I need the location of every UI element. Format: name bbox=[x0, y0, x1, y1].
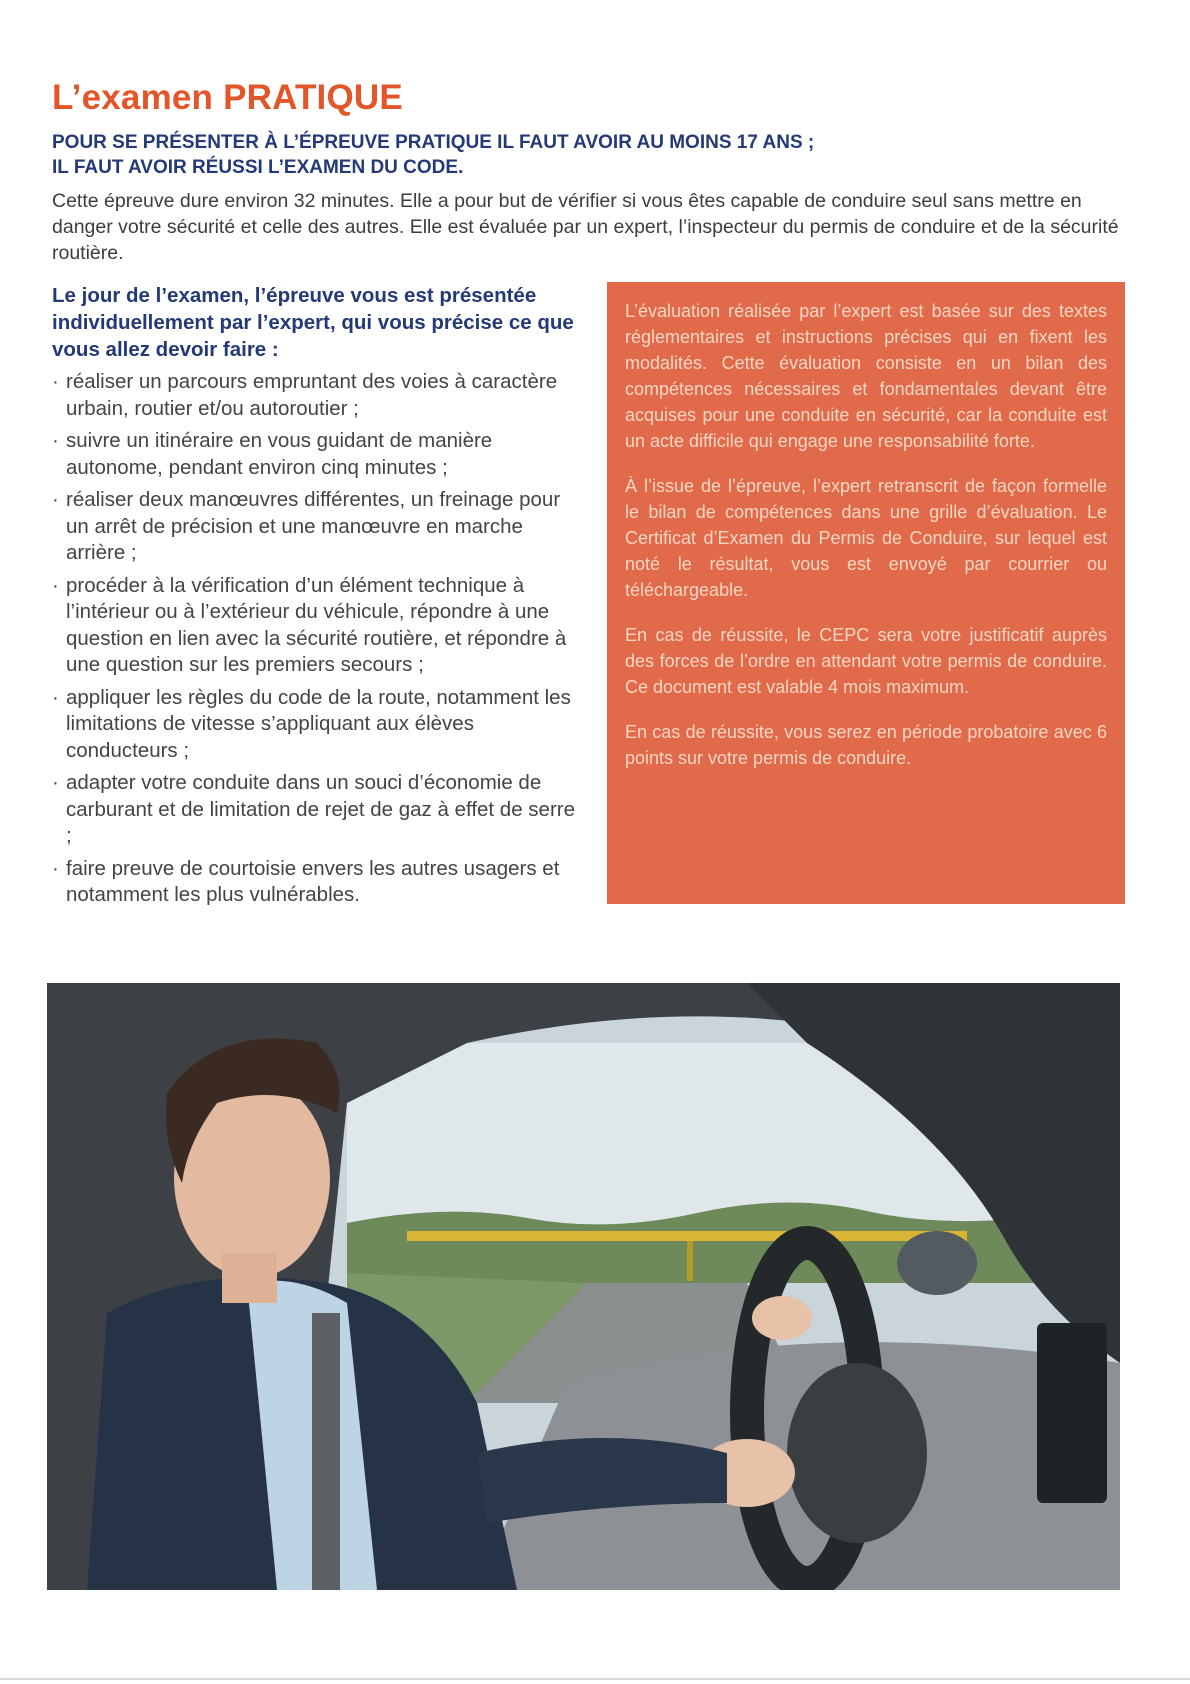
list-item bbox=[52, 685, 582, 765]
list-item bbox=[52, 573, 582, 679]
list-item-text: adapter votre conduite dans un souci d’économie de carburant et de limitation de rejet de gaz à effet de serre ; bbox=[66, 771, 576, 847]
requirements-heading bbox=[52, 130, 1142, 180]
list-item bbox=[52, 770, 582, 850]
list-item-text: réaliser deux manœuvres différentes, un freinage pour un arrêt de précision et une manœuvre en marche arrière ; bbox=[66, 488, 561, 564]
bullet-marker: · bbox=[52, 856, 59, 880]
list-item bbox=[52, 369, 582, 422]
bullet-marker: · bbox=[52, 573, 59, 597]
list-item-text: faire preuve de courtoisie envers les autres usagers et notamment les plus vulnérables. bbox=[66, 856, 560, 906]
bullet-marker: · bbox=[52, 488, 59, 511]
title-prefix: L’examen bbox=[52, 78, 214, 117]
info-box-paragraph: À l’issue de l’épreuve, l’expert retranscrit de façon formelle le bilan de compétences dans une grille d’évaluation. Le Certificat d’Examen du Permis de Conduire, sur lequel est noté le résultat, vous est envoyé par courrier ou téléchargeable. bbox=[625, 476, 1107, 600]
requirements-line-2: IL FAUT AVOIR RÉUSSI L’EXAMEN DU CODE. bbox=[52, 157, 464, 178]
list-item bbox=[52, 856, 582, 909]
list-item-text: appliquer les règles du code de la route, notamment les limitations de vitesse s’appliquant aux élèves conducteurs ; bbox=[66, 685, 571, 762]
info-box-paragraph: En cas de réussite, vous serez en période probatoire avec 6 points sur votre permis de conduire. bbox=[625, 722, 1107, 768]
exam-steps-lead: Le jour de l’examen, l’épreuve vous est présentée individuellement par l’expert, qui vous précise ce que vous allez devoir faire : bbox=[52, 284, 574, 361]
driver-photo bbox=[47, 983, 1120, 1590]
intro-paragraph: Cette épreuve dure environ 32 minutes. Elle a pour but de vérifier si vous êtes capable de conduire seul sans mettre en danger votre sécurité et celle des autres. Elle est évaluée par un expert, l’inspecteur du permis de conduire et de la sécurité routière. bbox=[52, 190, 1119, 264]
bullet-marker: · bbox=[52, 429, 59, 452]
requirements-line-1: POUR SE PRÉSENTER À L’ÉPREUVE PRATIQUE IL FAUT AVOIR AU MOINS 17 ANS ; bbox=[52, 132, 815, 153]
page-bottom-rule bbox=[0, 1678, 1190, 1680]
bullet-marker: · bbox=[52, 370, 59, 393]
evaluation-info-box bbox=[607, 282, 1125, 904]
list-item bbox=[52, 487, 582, 567]
page-title bbox=[52, 78, 403, 118]
list-item-text: procéder à la vérification d’un élément technique à l’intérieur ou à l’extérieur du véhicule, répondre à une question en lien avec la sécurité routière, et répondre à une question sur les premiers secours ; bbox=[66, 573, 567, 676]
info-box-paragraph: En cas de réussite, le CEPC sera votre justificatif auprès des forces de l’ordre en attendant votre permis de conduire. Ce document est valable 4 mois maximum. bbox=[625, 625, 1107, 697]
info-box-paragraph: L’évaluation réalisée par l’expert est basée sur des textes réglementaires et instructions précises qui en fixent les modalités. Cette évaluation consiste en un bilan des compétences nécessaires et fondamentales devant être acquises pour une conduite en sécurité, car la conduite est un acte difficile qui engage une responsabilité forte. bbox=[625, 301, 1107, 451]
bullet-marker: · bbox=[52, 685, 59, 709]
exam-steps-list bbox=[52, 369, 582, 909]
bullet-marker: · bbox=[52, 771, 59, 794]
driver-photo-illustration bbox=[47, 983, 1120, 1590]
list-item bbox=[52, 428, 582, 481]
list-item-text: suivre un itinéraire en vous guidant de manière autonome, pendant environ cinq minutes ; bbox=[66, 429, 493, 479]
exam-steps-column bbox=[52, 282, 582, 915]
list-item-text: réaliser un parcours empruntant des voies à caractère urbain, routier et/ou autoroutier ; bbox=[66, 370, 558, 420]
title-strong: PRATIQUE bbox=[223, 78, 403, 117]
